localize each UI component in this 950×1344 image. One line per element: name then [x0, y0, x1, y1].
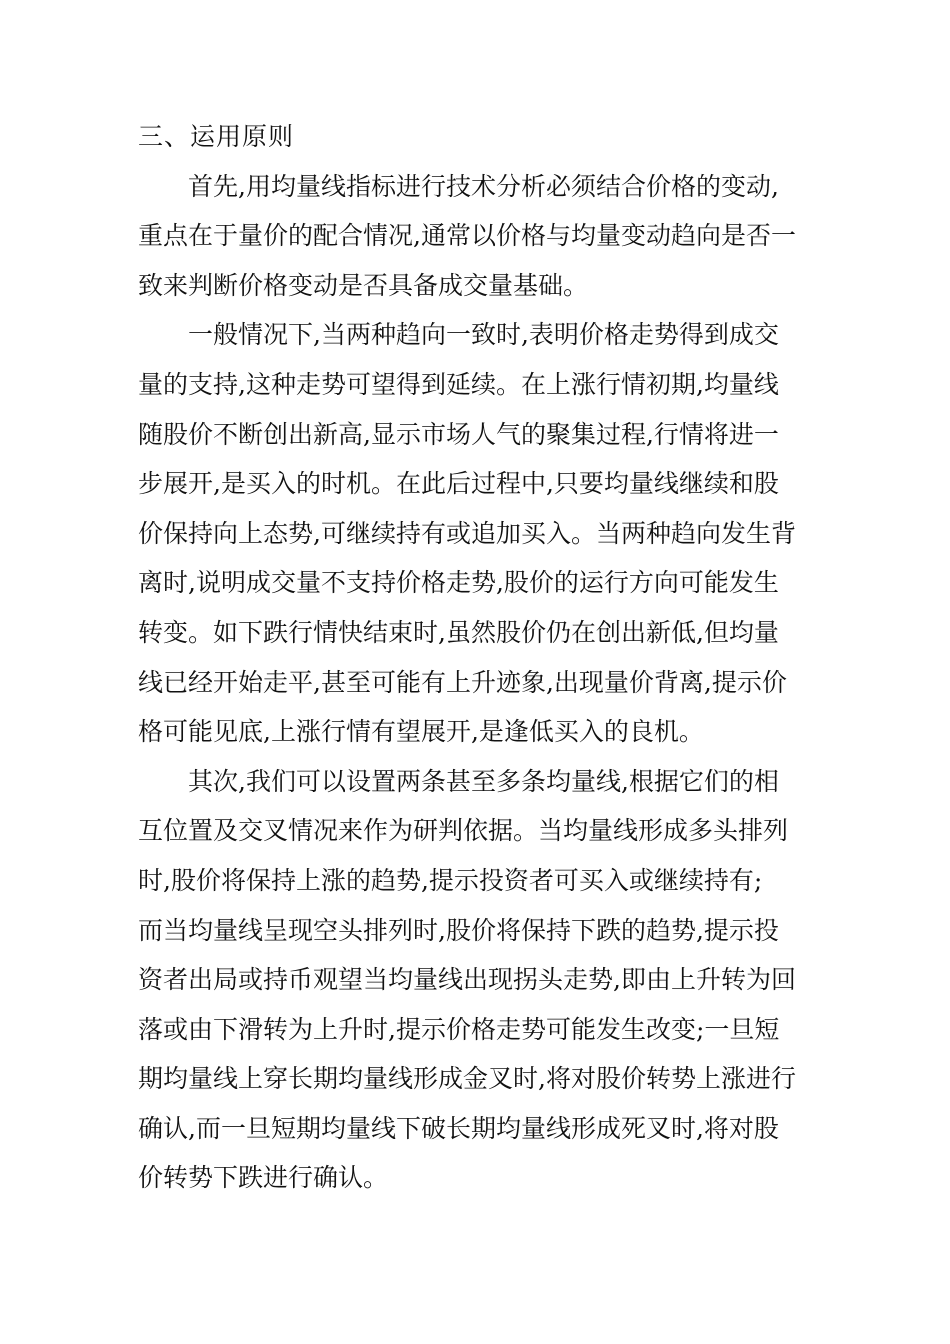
paragraph-line: 而当均量线呈现空头排列时,股价将保持下跌的趋势,提示投: [138, 915, 779, 945]
paragraph-line: 互位置及交叉情况来作为研判依据。当均量线形成多头排列: [138, 816, 789, 846]
paragraph-line: 随股价不断创出新高,显示市场人气的聚集过程,行情将进一: [138, 419, 779, 449]
paragraph-line: 期均量线上穿长期均量线形成金叉时,将对股价转势上涨进行: [138, 1064, 796, 1094]
paragraph-3: [138, 757, 822, 1203]
paragraph-line: 其次,我们可以设置两条甚至多条均量线,根据它们的相: [188, 766, 779, 796]
paragraph-line: 落或由下滑转为上升时,提示价格走势可能发生改变;一旦短: [138, 1014, 780, 1044]
paragraph-line: 一般情况下,当两种趋向一致时,表明价格走势得到成交: [188, 320, 779, 350]
paragraph-line: 价转势下跌进行确认。: [138, 1163, 389, 1193]
paragraph-line: 重点在于量价的配合情况,通常以价格与均量变动趋向是否一: [138, 221, 796, 251]
paragraph-1: [138, 162, 822, 311]
paragraph-line: 资者出局或持币观望当均量线出现拐头走势,即由上升转为回: [138, 965, 796, 995]
section-heading: 三、运用原则: [138, 122, 295, 151]
paragraph-line: 转变。如下跌行情快结束时,虽然股价仍在创出新低,但均量: [138, 617, 779, 647]
paragraph-line: 首先,用均量线指标进行技术分析必须结合价格的变动,: [188, 171, 779, 201]
document-body: [138, 112, 822, 1203]
paragraph-line: 格可能见底,上涨行情有望展开,是逢低买入的良机。: [138, 717, 704, 747]
paragraph-2: [138, 310, 822, 756]
paragraph-line: 量的支持,这种走势可望得到延续。在上涨行情初期,均量线: [138, 369, 779, 399]
paragraph-line: 离时,说明成交量不支持价格走势,股价的运行方向可能发生: [138, 568, 779, 598]
paragraph-line: 致来判断价格变动是否具备成交量基础。: [138, 270, 589, 300]
paragraph-line: 价保持向上态势,可继续持有或追加买入。当两种趋向发生背: [138, 518, 796, 548]
paragraph-line: 确认,而一旦短期均量线下破长期均量线形成死叉时,将对股: [138, 1113, 779, 1143]
paragraph-line: 线已经开始走平,甚至可能有上升迹象,出现量价背离,提示价: [138, 667, 787, 697]
paragraph-line: 时,股价将保持上涨的趋势,提示投资者可买入或继续持有;: [138, 865, 763, 895]
paragraph-line: 步展开,是买入的时机。在此后过程中,只要均量线继续和股: [138, 469, 779, 499]
